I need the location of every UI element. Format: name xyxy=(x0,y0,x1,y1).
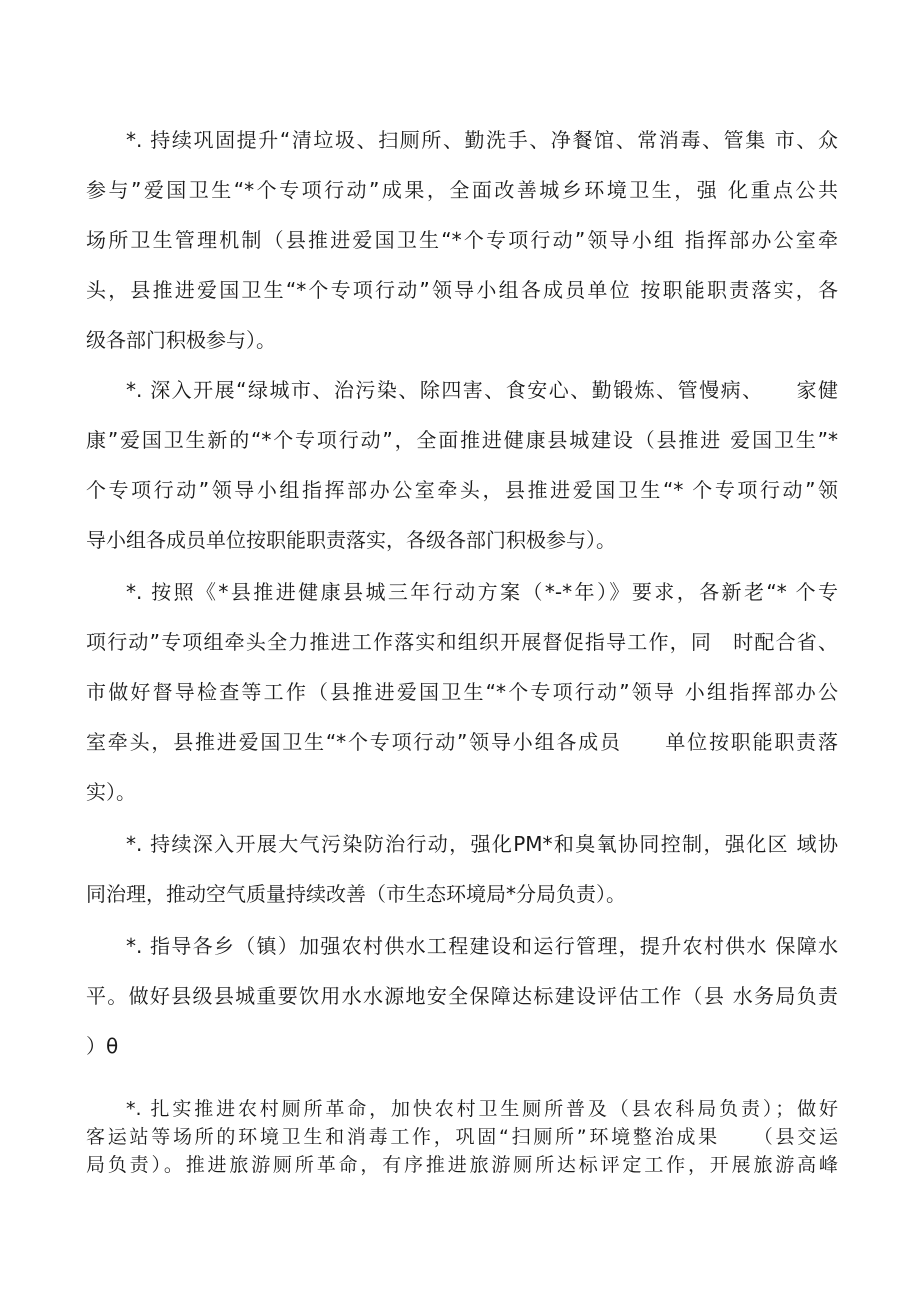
paragraph-2-line-1: *. 深入开展“绿城市、治污染、除四害、食安心、勤锻炼、管慢病、 家健 xyxy=(126,378,838,402)
paragraph-4-line-1: *. 持续深入开展大气污染防治行动，强化PM*和臭氧协同控制，强化区 域协 xyxy=(126,832,838,856)
paragraph-3-line-5: 实）。 xyxy=(86,780,136,804)
paragraph-1-line-2: 参与”爱国卫生“*个专项行动”成果，全面改善城乡环境卫生，强 化重点公共 xyxy=(86,178,838,202)
paragraph-2-line-2: 康”爱国卫生新的“*个专项行动”，全面推进健康县城建设（县推进 爱国卫生”* xyxy=(86,428,838,452)
paragraph-6-line-2: 客运站等场所的环境卫生和消毒工作，巩固“扫厕所”环境整治成果 （县交运 xyxy=(86,1126,838,1148)
paragraph-2-line-4: 导小组各成员单位按职能职责落实，各级各部门积极参与）。 xyxy=(86,528,616,552)
paragraph-4-line-2: 同治理，推动空气质量持续改善（市生态环境局*分局负责）。 xyxy=(86,882,626,906)
paragraph-5-line-1: *. 指导各乡（镇）加强农村供水工程建设和运行管理，提升农村供水 保障水 xyxy=(126,934,838,958)
paragraph-5-line-2: 平。做好县级县城重要饮用水水源地安全保障达标建设评估工作（县 水务局负责 xyxy=(86,984,838,1008)
paragraph-3-line-1: *. 按照《*县推进健康县城三年行动方案（*-*年）》要求，各新老“* 个专 xyxy=(126,580,838,604)
paragraph-6-line-1: *. 扎实推进农村厕所革命，加快农村卫生厕所普及（县农科局负责）；做好 xyxy=(126,1098,838,1120)
paragraph-1-line-3: 场所卫生管理机制（县推进爱国卫生“*个专项行动”领导小组 指挥部办公室牵 xyxy=(86,228,838,252)
paragraph-3-line-4: 室牵头，县推进爱国卫生“*个专项行动”领导小组各成员 单位按职能职责落 xyxy=(86,730,838,754)
paragraph-3-line-2: 项行动”专项组牵头全力推进工作落实和组织开展督促指导工作，同 时配合省、 xyxy=(86,630,838,654)
paragraph-3-line-3: 市做好督导检查等工作（县推进爱国卫生“*个专项行动”领导 小组指挥部办公 xyxy=(86,680,838,704)
paragraph-1-line-4: 头，县推进爱国卫生“*个专项行动”领导小组各成员单位 按职能职责落实，各 xyxy=(86,278,838,302)
paragraph-1-line-1: *. 持续巩固提升“清垃圾、扫厕所、勤洗手、净餐馆、常消毒、管集 市、众 xyxy=(126,128,838,152)
paragraph-6-line-3: 局负责）。推进旅游厕所革命，有序推进旅游厕所达标评定工作，开展旅游高峰 xyxy=(86,1154,838,1176)
paragraph-5-line-3: ）θ xyxy=(86,1034,119,1058)
paragraph-2-line-3: 个专项行动”领导小组指挥部办公室牵头，县推进爱国卫生“* 个专项行动”领 xyxy=(86,478,838,502)
paragraph-1-line-5: 级各部门积极参与）。 xyxy=(86,328,276,352)
